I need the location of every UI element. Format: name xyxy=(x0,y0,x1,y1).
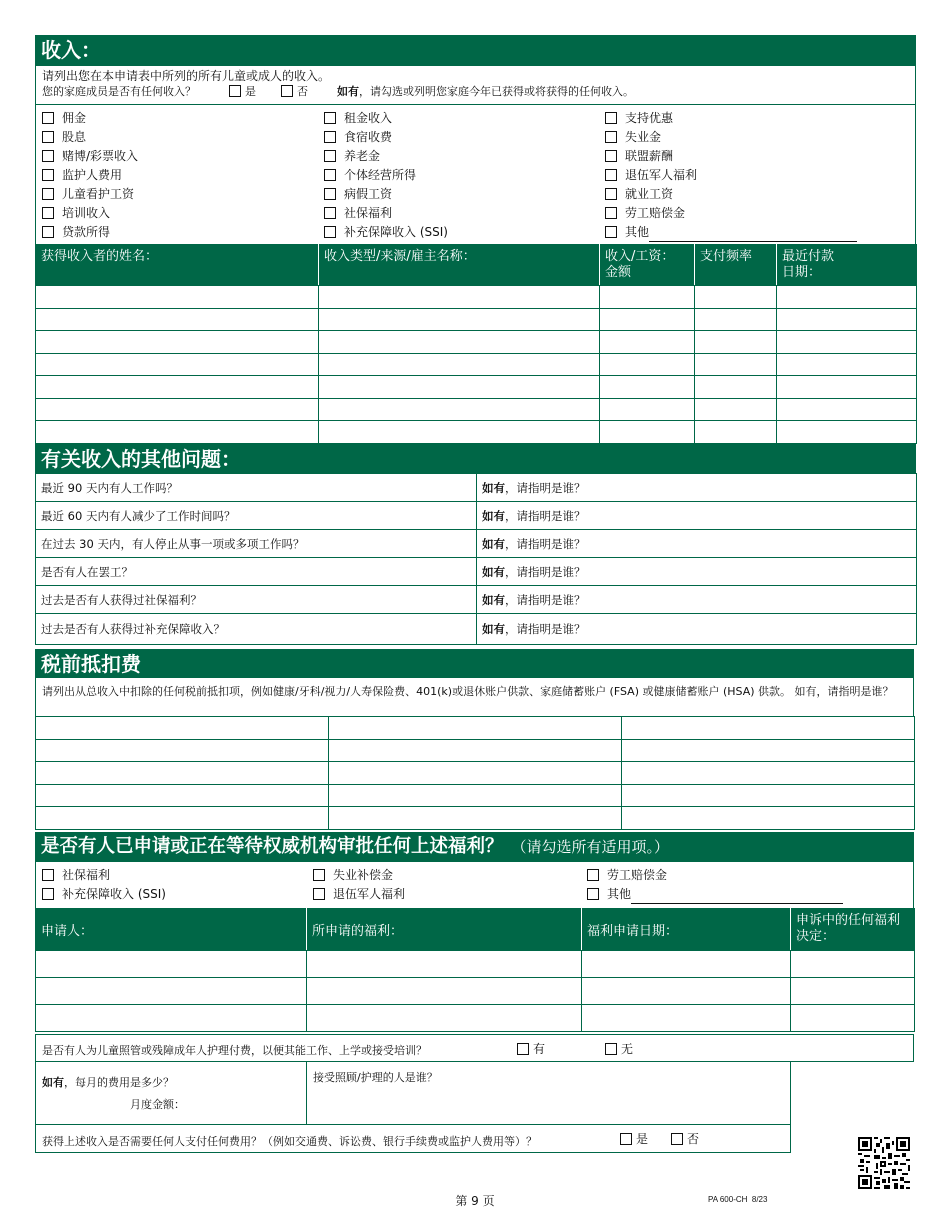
income-type-label: 食宿收费 xyxy=(344,130,393,144)
table-row xyxy=(36,308,917,331)
income-type-item[interactable] xyxy=(605,109,857,128)
cell[interactable] xyxy=(36,398,319,421)
income-type-item-other[interactable] xyxy=(605,223,857,242)
cell[interactable] xyxy=(307,951,582,978)
income-type-item[interactable] xyxy=(42,223,138,242)
col-header-appeal: 申诉中的任何福利 决定： xyxy=(791,909,915,951)
cell[interactable] xyxy=(307,1005,582,1032)
col-header-last-pay: 最近付款 日期： xyxy=(777,245,917,286)
qr-code-icon xyxy=(858,1137,910,1189)
checkbox[interactable] xyxy=(605,207,617,219)
income-type-item[interactable] xyxy=(324,109,448,128)
fees-no-label: 否 xyxy=(687,1132,700,1146)
income-type-label: 其他 xyxy=(625,225,650,239)
cell[interactable] xyxy=(36,286,319,309)
care-no-checkbox[interactable] xyxy=(605,1043,617,1055)
cell[interactable] xyxy=(319,331,600,354)
fees-question-row xyxy=(35,1124,791,1153)
col-header-benefit: 所申请的福利： xyxy=(307,909,582,951)
question-text: 过去是否有人获得过社保福利？ xyxy=(36,586,477,614)
question-row xyxy=(36,502,917,530)
fees-yes-label: 是 xyxy=(636,1132,649,1146)
question-text: 最近 90 天内有人工作吗？ xyxy=(36,474,477,502)
col-header-date: 福利申请日期： xyxy=(582,909,791,951)
checkbox[interactable] xyxy=(42,131,54,143)
cell[interactable] xyxy=(695,376,777,399)
question-text: 是否有人在罢工？ xyxy=(36,558,477,586)
income-type-label: 赌博/彩票收入 xyxy=(62,149,139,163)
pending-item[interactable] xyxy=(313,866,405,885)
income-type-label: 支持优惠 xyxy=(625,111,674,125)
income-type-item[interactable] xyxy=(605,204,857,223)
checkbox[interactable] xyxy=(42,869,54,881)
cell[interactable] xyxy=(36,353,319,376)
cell[interactable] xyxy=(600,353,695,376)
cell[interactable] xyxy=(36,331,319,354)
cell[interactable] xyxy=(791,1005,915,1032)
pending-col1 xyxy=(42,866,166,904)
cell[interactable] xyxy=(600,421,695,444)
col-header-frequency: 支付频率 xyxy=(695,245,777,286)
col-header-amount: 收入/工资： 金额 xyxy=(600,245,695,286)
monthly-amount-label: 月度金额： xyxy=(130,1098,185,1111)
pending-item-other[interactable] xyxy=(587,885,843,904)
cell[interactable] xyxy=(600,286,695,309)
table-row xyxy=(36,739,915,762)
cell[interactable] xyxy=(622,762,915,785)
care-cost-question: 如有，每月的费用是多少？ xyxy=(42,1076,174,1089)
checkbox[interactable] xyxy=(605,150,617,162)
cell[interactable] xyxy=(777,398,917,421)
cell[interactable] xyxy=(582,951,791,978)
income-type-label: 联盟薪酬 xyxy=(625,149,674,163)
cell[interactable] xyxy=(319,398,600,421)
cell[interactable] xyxy=(695,421,777,444)
checkbox[interactable] xyxy=(324,207,336,219)
table-row xyxy=(36,398,917,421)
deductions-instruction-box xyxy=(35,677,914,717)
table-row xyxy=(36,1005,915,1032)
checkbox[interactable] xyxy=(324,131,336,143)
checkbox[interactable] xyxy=(42,188,54,200)
table-row xyxy=(36,978,915,1005)
care-cost-box xyxy=(35,1061,307,1125)
income-type-item[interactable] xyxy=(324,223,448,242)
any-income-yes-label: 是 xyxy=(245,85,256,98)
question-text: 在过去 30 天内，有人停止从事一项或多项工作吗？ xyxy=(36,530,477,558)
cell[interactable] xyxy=(319,421,600,444)
table-row xyxy=(36,353,917,376)
income-instruction: 请列出您在本申请表中所列的所有儿童或成人的收入。 xyxy=(42,69,331,83)
checkbox[interactable] xyxy=(313,869,325,881)
cell[interactable] xyxy=(600,398,695,421)
income-type-item[interactable] xyxy=(42,204,138,223)
checkbox[interactable] xyxy=(324,112,336,124)
cell[interactable] xyxy=(329,739,622,762)
other-pending-line[interactable] xyxy=(631,890,843,904)
table-row xyxy=(36,807,915,830)
qr-code xyxy=(858,1137,910,1189)
pending-col2 xyxy=(313,866,405,904)
table-row xyxy=(36,717,915,740)
fees-no-checkbox[interactable] xyxy=(671,1133,683,1145)
cell[interactable] xyxy=(36,951,307,978)
income-type-item[interactable] xyxy=(605,128,857,147)
care-question-row xyxy=(35,1034,914,1062)
income-type-label: 监护人费用 xyxy=(62,168,123,182)
care-question: 是否有人为儿童照管或残障成年人护理付费，以便其能工作、上学或接受培训？ xyxy=(42,1044,427,1057)
cell[interactable] xyxy=(319,286,600,309)
cell[interactable] xyxy=(622,807,915,830)
income-type-label: 股息 xyxy=(62,130,87,144)
care-recipient-box[interactable] xyxy=(306,1061,791,1125)
cell[interactable] xyxy=(329,717,622,740)
income-type-label: 就业工资 xyxy=(625,187,674,201)
who-answer-field[interactable]: 如有，请指明是谁？ xyxy=(477,558,917,586)
income-type-item[interactable] xyxy=(42,147,138,166)
cell[interactable] xyxy=(695,398,777,421)
pending-item[interactable] xyxy=(313,885,405,904)
cell[interactable] xyxy=(695,286,777,309)
cell[interactable] xyxy=(622,784,915,807)
care-yes-checkbox[interactable] xyxy=(517,1043,529,1055)
cell[interactable] xyxy=(36,717,329,740)
checkbox[interactable] xyxy=(324,150,336,162)
cell[interactable] xyxy=(695,353,777,376)
income-types-col2 xyxy=(324,109,448,242)
income-type-label: 培训收入 xyxy=(62,206,111,220)
pending-label: 劳工赔偿金 xyxy=(607,868,668,882)
checkbox[interactable] xyxy=(42,150,54,162)
any-income-row xyxy=(42,84,909,100)
income-title: 收入： xyxy=(41,38,101,62)
form-code: PA 600-CH 8/23 xyxy=(708,1195,768,1204)
checkbox[interactable] xyxy=(42,169,54,181)
pending-header xyxy=(35,832,914,862)
pending-types-box xyxy=(35,861,914,909)
income-type-label: 失业金 xyxy=(625,130,662,144)
cell[interactable] xyxy=(36,784,329,807)
checkbox[interactable] xyxy=(42,207,54,219)
who-answer-field[interactable]: 如有，请指明是谁？ xyxy=(477,474,917,502)
checkbox[interactable] xyxy=(605,188,617,200)
income-type-label: 贷款所得 xyxy=(62,225,111,239)
cell[interactable] xyxy=(36,421,319,444)
deductions-header xyxy=(35,649,914,678)
income-type-item[interactable] xyxy=(42,166,138,185)
cell[interactable] xyxy=(791,978,915,1005)
checkbox[interactable] xyxy=(605,226,617,238)
cell[interactable] xyxy=(777,331,917,354)
income-type-label: 租金收入 xyxy=(344,111,393,125)
income-type-label: 养老金 xyxy=(344,149,381,163)
checkbox[interactable] xyxy=(587,888,599,900)
pending-label: 其他 xyxy=(607,887,632,901)
fees-yes-checkbox[interactable] xyxy=(620,1133,632,1145)
checkbox[interactable] xyxy=(324,226,336,238)
income-types-box xyxy=(35,104,916,245)
cell[interactable] xyxy=(695,331,777,354)
cell[interactable] xyxy=(36,308,319,331)
any-income-no-checkbox[interactable] xyxy=(281,85,293,97)
pending-label: 社保福利 xyxy=(62,868,111,882)
table-row xyxy=(36,784,915,807)
page-number: 第 9 页 xyxy=(455,1194,495,1208)
cell[interactable] xyxy=(791,951,915,978)
income-type-item[interactable] xyxy=(42,185,138,204)
who-answer-field[interactable]: 如有，请指明是谁？ xyxy=(477,502,917,530)
cell[interactable] xyxy=(622,717,915,740)
pending-table xyxy=(35,908,915,1032)
cell[interactable] xyxy=(600,331,695,354)
income-type-label: 病假工资 xyxy=(344,187,393,201)
pending-col3 xyxy=(587,866,843,904)
fees-question: 获得上述收入是否需要任何人支付任何费用？（例如交通费、诉讼费、银行手续费或监护人费用等）？ xyxy=(42,1135,537,1148)
cell[interactable] xyxy=(777,353,917,376)
pending-item[interactable] xyxy=(42,885,166,904)
deductions-title: 税前抵扣费 xyxy=(41,652,141,676)
col-header-type: 收入类型/来源/雇主名称： xyxy=(319,245,600,286)
income-type-item[interactable] xyxy=(324,204,448,223)
cell[interactable] xyxy=(36,376,319,399)
table-row xyxy=(36,331,917,354)
pending-label: 失业补偿金 xyxy=(333,868,394,882)
cell[interactable] xyxy=(329,784,622,807)
cell[interactable] xyxy=(319,376,600,399)
care-recipient-label: 接受照顾/护理的人是谁？ xyxy=(313,1071,438,1084)
any-income-if-yes: 如有 xyxy=(337,85,359,98)
checkbox[interactable] xyxy=(42,226,54,238)
cell[interactable] xyxy=(777,286,917,309)
cell[interactable] xyxy=(36,739,329,762)
income-type-item[interactable] xyxy=(42,109,138,128)
other-questions-header xyxy=(35,444,916,474)
cell[interactable] xyxy=(319,353,600,376)
cell[interactable] xyxy=(600,376,695,399)
income-type-label: 劳工赔偿金 xyxy=(625,206,686,220)
income-table xyxy=(35,244,917,444)
pending-subtitle: （请勾选所有适用项。） xyxy=(511,838,670,856)
checkbox[interactable] xyxy=(313,888,325,900)
income-type-label: 社保福利 xyxy=(344,206,393,220)
other-income-line[interactable] xyxy=(649,228,857,242)
cell[interactable] xyxy=(307,978,582,1005)
cell[interactable] xyxy=(582,1005,791,1032)
question-text: 过去是否有人获得过补充保障收入？ xyxy=(36,614,477,645)
who-answer-field[interactable]: 如有，请指明是谁？ xyxy=(477,530,917,558)
other-questions-table xyxy=(35,473,917,645)
income-instruction-box xyxy=(35,65,916,105)
any-income-if-yes-text: ，请勾选或列明您家庭今年已获得或将获得的任何收入。 xyxy=(359,85,634,98)
cell[interactable] xyxy=(582,978,791,1005)
monthly-amount-field[interactable] xyxy=(42,1096,300,1112)
any-income-no-label: 否 xyxy=(297,85,308,98)
pending-item[interactable] xyxy=(42,866,166,885)
cell[interactable] xyxy=(329,762,622,785)
question-row xyxy=(36,530,917,558)
income-type-label: 退伍军人福利 xyxy=(625,168,698,182)
question-row xyxy=(36,614,917,645)
question-row xyxy=(36,586,917,614)
income-type-item[interactable] xyxy=(324,147,448,166)
pending-item[interactable] xyxy=(587,866,843,885)
table-row xyxy=(36,286,917,309)
question-row xyxy=(36,558,917,586)
any-income-yes-checkbox[interactable] xyxy=(229,85,241,97)
cell[interactable] xyxy=(36,807,329,830)
cell[interactable] xyxy=(777,421,917,444)
cell[interactable] xyxy=(319,308,600,331)
cell[interactable] xyxy=(36,978,307,1005)
pending-label: 补充保障收入 (SSI) xyxy=(62,887,166,901)
checkbox[interactable] xyxy=(42,888,54,900)
checkbox[interactable] xyxy=(605,169,617,181)
pending-title: 是否有人已申请或正在等待权威机构审批任何上述福利？ xyxy=(41,836,504,857)
cell[interactable] xyxy=(695,308,777,331)
income-type-label: 个体经营所得 xyxy=(344,168,417,182)
checkbox[interactable] xyxy=(587,869,599,881)
income-type-label: 补充保障收入 (SSI) xyxy=(344,225,448,239)
income-type-label: 佣金 xyxy=(62,111,87,125)
income-section-header xyxy=(35,35,916,66)
care-yes-label: 有 xyxy=(533,1042,546,1056)
checkbox[interactable] xyxy=(42,112,54,124)
table-row xyxy=(36,421,917,444)
cell[interactable] xyxy=(777,308,917,331)
cell[interactable] xyxy=(36,1005,307,1032)
income-type-item[interactable] xyxy=(605,166,857,185)
income-type-item[interactable] xyxy=(324,185,448,204)
deductions-table xyxy=(35,716,915,830)
cell[interactable] xyxy=(36,762,329,785)
table-row xyxy=(36,951,915,978)
income-types-col1 xyxy=(42,109,138,242)
who-answer-field[interactable]: 如有，请指明是谁？ xyxy=(477,614,917,645)
question-text: 最近 60 天内有人减少了工作时间吗？ xyxy=(36,502,477,530)
income-type-item[interactable] xyxy=(605,147,857,166)
checkbox[interactable] xyxy=(605,112,617,124)
question-row xyxy=(36,474,917,502)
col-header-name: 获得收入者的姓名： xyxy=(36,245,319,286)
income-type-item[interactable] xyxy=(605,185,857,204)
col-header-applicant: 申请人： xyxy=(36,909,307,951)
table-row xyxy=(36,762,915,785)
cell[interactable] xyxy=(600,308,695,331)
checkbox[interactable] xyxy=(605,131,617,143)
who-answer-field[interactable]: 如有，请指明是谁？ xyxy=(477,586,917,614)
any-income-question: 您的家庭成员是否有任何收入？ xyxy=(42,85,196,98)
income-type-item[interactable] xyxy=(42,128,138,147)
checkbox[interactable] xyxy=(324,188,336,200)
deductions-instruction: 请列出从总收入中扣除的任何税前抵扣项，例如健康/牙科/视力/人寿保险费、401(k)或退休账户供款、家庭储蓄账户 (FSA) 或健康储蓄账户 (HSA) 供款。 如有，请指明是谁？ xyxy=(42,685,894,698)
income-types-col3 xyxy=(605,109,857,242)
cell[interactable] xyxy=(329,807,622,830)
table-row xyxy=(36,376,917,399)
checkbox[interactable] xyxy=(324,169,336,181)
cell[interactable] xyxy=(777,376,917,399)
cell[interactable] xyxy=(622,739,915,762)
other-questions-title: 有关收入的其他问题： xyxy=(41,447,241,471)
income-type-item[interactable] xyxy=(324,128,448,147)
pending-label: 退伍军人福利 xyxy=(333,887,406,901)
income-type-item[interactable] xyxy=(324,166,448,185)
care-no-label: 无 xyxy=(621,1042,634,1056)
income-type-label: 儿童看护工资 xyxy=(62,187,135,201)
